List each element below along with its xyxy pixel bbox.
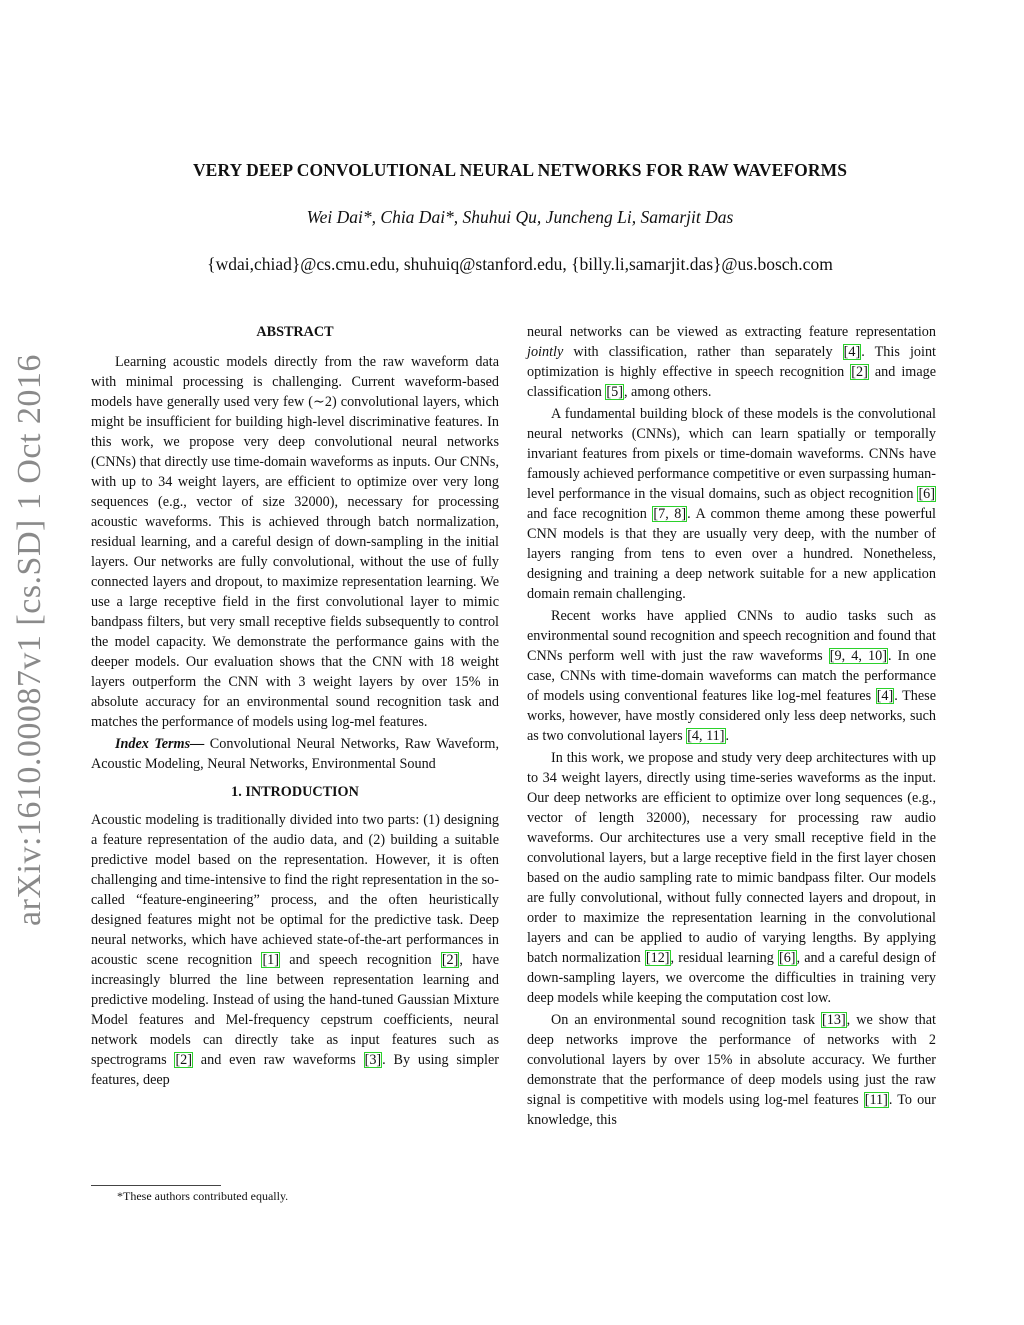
footnote-rule: [91, 1185, 221, 1186]
index-terms-text: Convolutional Neural Networks, Raw Waveform, Acoustic Modeling, Neural Networks, Environmental Sound: [91, 736, 500, 772]
citation-link[interactable]: [7, 8]: [653, 506, 687, 522]
intro-paragraph-1-cont: neural networks can be viewed as extracting feature representation jointly with classification, rather than separately [4]. This joint optimization is highly effective in speech recognition [2] and image classification [5], among others.: [527, 324, 937, 400]
citation-link[interactable]: [6]: [918, 486, 935, 502]
index-terms-label: Index Terms—: [115, 736, 205, 752]
footnote: [91, 1185, 499, 1204]
abstract-heading: ABSTRACT: [256, 324, 334, 340]
index-terms: [91, 734, 499, 774]
citation-link[interactable]: [2]: [851, 364, 868, 380]
citation-link[interactable]: [4, 11]: [687, 728, 725, 744]
citation-link[interactable]: [2]: [175, 1052, 192, 1068]
right-column: [527, 322, 936, 1130]
intro-paragraph-1: Acoustic modeling is traditionally divided into two parts: (1) designing a feature representation of the audio data, and (2) building a suitable predictive model based on the representation. However, it is often challenging and time-intensive to find the right representation in the so-called “feature-engineering” process, and the often heuristically designed features might not be optimal for the predictive task. Deep neural networks, which have achieved state-of-the-art performances in acoustic scene recognition [1] and speech recognition [2], have increasingly blurred the line between representation learning and predictive modeling. Instead of using the hand-tuned Gaussian Mixture Model features and Mel-frequency cepstrum coefficients, neural network models can directly take as input features such as spectrograms [2] and even raw waveforms [3]. By using simpler features, deep: [91, 812, 499, 1088]
footnote-text: *These authors contributed equally.: [117, 1189, 289, 1203]
intro-paragraph-4: In this work, we propose and study very deep architectures with up to 34 weight layers, directly using time-series waveforms as the input. Our deep networks are efficient to optimize over long sequences (e.g., vector of length 32000), necessary for processing raw audio waveforms. Our architectures use a very small receptive field in the convolutional layers, but a large receptive field in the first layer chosen based on the audio sampling rate to mimic bandpass filter. Our models are fully convolutional, without fully connected layers and dropout, in order to maximize the representation learning in the convolutional layers and can be applied to audio of varying lengths. By applying batch normalization [12], residual learning [6], and a careful design of down-sampling layers, we overcome the difficulties in training very deep models while keeping the computation cost low.: [527, 750, 936, 1006]
author-list: Wei Dai*, Chia Dai*, Shuhui Qu, Juncheng Li, Samarjit Das: [306, 207, 734, 227]
citation-link[interactable]: [12]: [645, 950, 670, 966]
intro-paragraph-5: On an environmental sound recognition task [13], we show that deep networks improve the performance of networks with 2 convolutional layers by over 15% in absolute accuracy. We further demonstrate that the performance of deep models using just the raw signal is competitive with models using log-mel features [11]. To our knowledge, this: [527, 1012, 936, 1128]
paper-title: VERY DEEP CONVOLUTIONAL NEURAL NETWORKS FOR RAW WAVEFORMS: [192, 160, 848, 180]
citation-link[interactable]: [9, 4, 10]: [829, 648, 887, 664]
citation-link[interactable]: [1]: [262, 952, 279, 968]
citation-link[interactable]: [6]: [778, 950, 796, 966]
left-column: [91, 322, 499, 1090]
arxiv-identifier: arXiv:1610.00087v1 [cs.SD] 1 Oct 2016: [11, 354, 48, 926]
citation-link[interactable]: [3]: [364, 1052, 382, 1068]
intro-paragraph-3: Recent works have applied CNNs to audio tasks such as environmental sound recognition and speech recognition and found that CNNs perform well with just the raw waveforms [9, 4, 10]. In one case, CNNs with time-domain waveforms can match the performance of models using conventional features like log-mel features [4]. These works, however, have mostly considered only less deep networks, such as two convolutional layers [4, 11].: [527, 608, 936, 744]
author-emails: {wdai,chiad}@cs.cmu.edu, shuhuiq@stanford.edu, {billy.li,samarjit.das}@us.bosch.com: [207, 254, 833, 274]
citation-link[interactable]: [5]: [606, 384, 623, 400]
introduction-heading: 1. INTRODUCTION: [231, 784, 359, 800]
citation-link[interactable]: [13]: [822, 1012, 846, 1028]
abstract-text: Learning acoustic models directly from the raw waveform data with minimal processing is challenging. Current waveform-based models have generally used very few (∼2) convolutional layers, which might be insufficient for building high-level discriminative features. In this work, we propose very deep convolutional neural networks (CNNs) that directly use time-domain waveforms as inputs. Our CNNs, with up to 34 weight layers, are efficient to optimize over very long sequences (e.g., vector of size 32000), necessary for processing acoustic waveforms. This is achieved through batch normalization, residual learning, and a careful design of down-sampling in the initial layers. Our networks are fully convolutional, without the use of fully connected layers and dropout, to maximize representation learning. We use a large receptive field in the first convolutional layer to mimic bandpass filters, but very small receptive fields subsequently to control the model capacity. We demonstrate the performance gains with the deeper models. Our evaluation shows that the CNN with 18 weight layers outperform the CNN with 3 weight layers by over 15% in absolute accuracy for an environmental sound recognition task and matches the performance of models using log-mel features.: [91, 354, 499, 730]
citation-link[interactable]: [11]: [864, 1092, 888, 1108]
citation-link[interactable]: [4]: [843, 344, 861, 360]
citation-link[interactable]: [4]: [876, 688, 894, 704]
citation-link[interactable]: [2]: [441, 952, 459, 968]
intro-paragraph-2: A fundamental building block of these models is the convolutional neural networks (CNNs), which can learn spatially or temporally invariant features from pixels or time-domain waveforms. CNNs have famously achieved performance competitive or even surpassing human-level performance in the visual domains, such as object recognition [6] and face recognition [7, 8]. A common theme among these powerful CNN models is that they are usually very deep, with the number of layers ranging from tens to even over a hundred. Nonetheless, designing and training a deep network suitable for a new application domain remain challenging.: [527, 406, 936, 602]
